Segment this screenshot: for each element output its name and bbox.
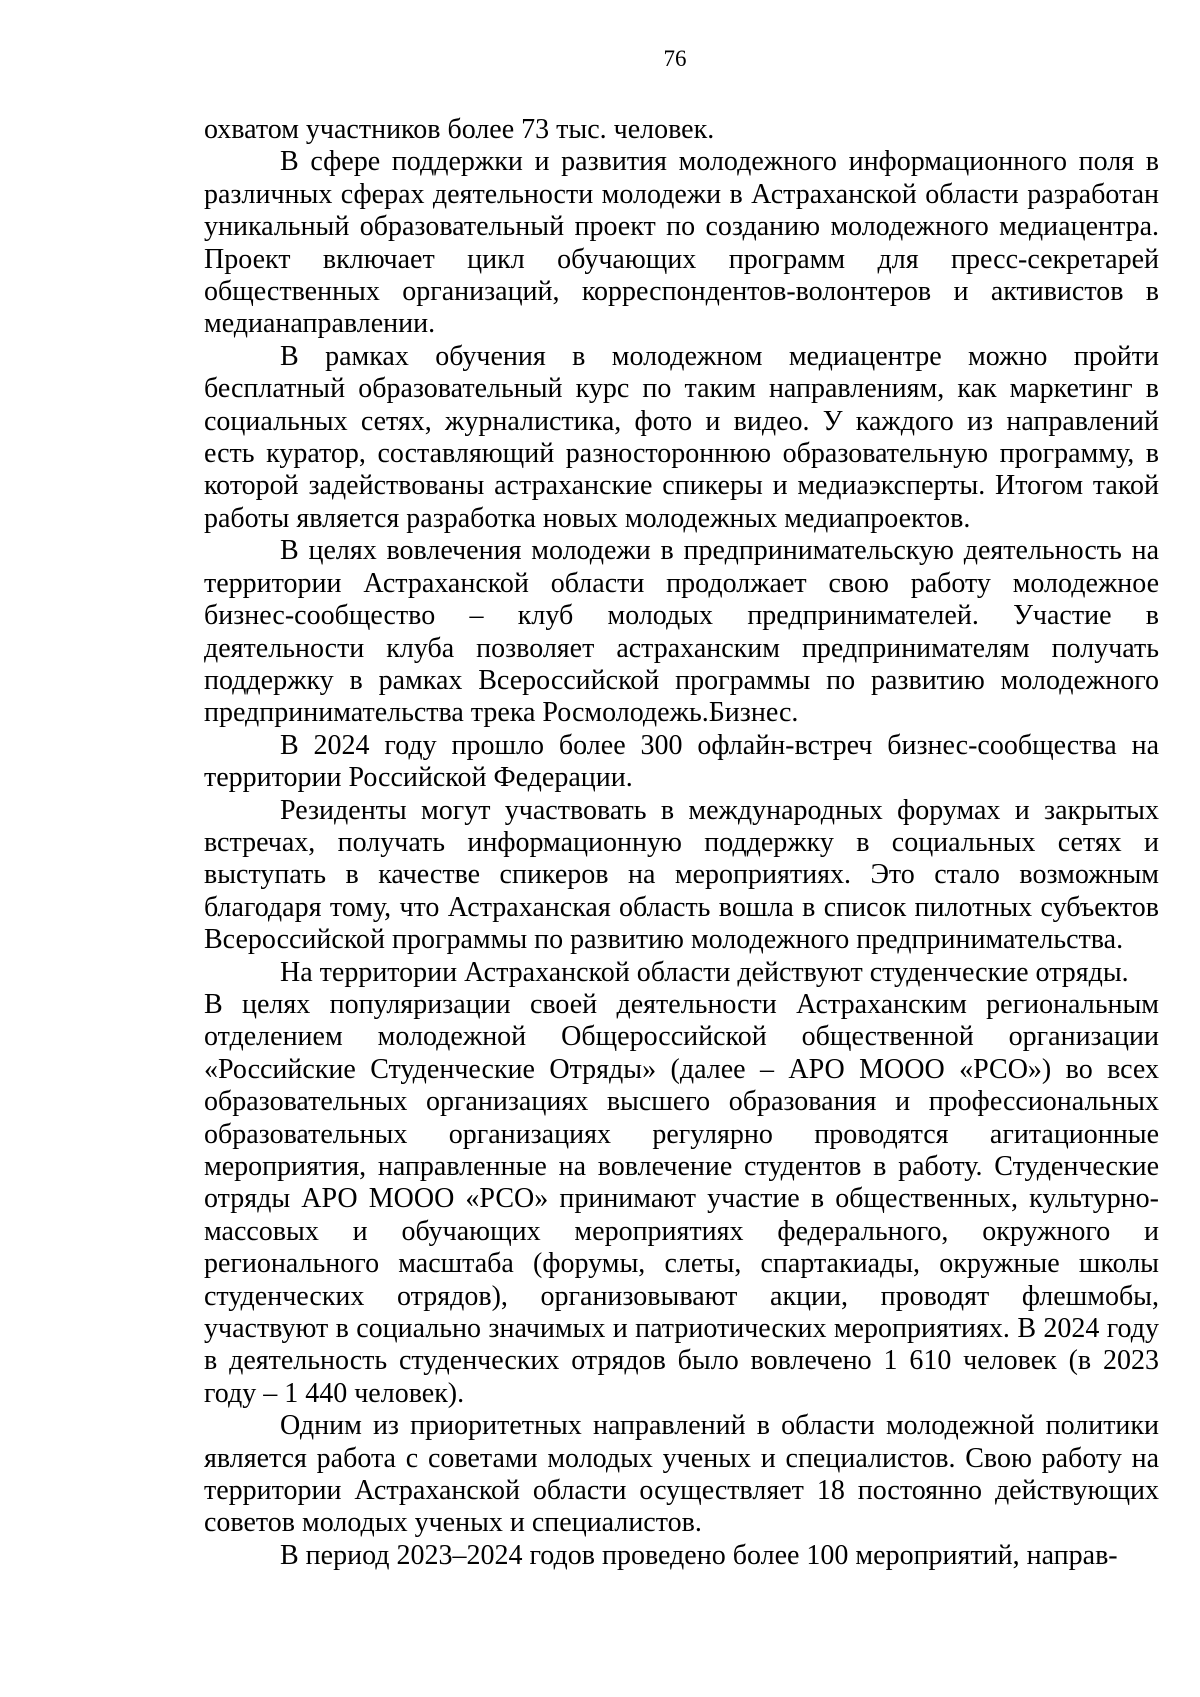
paragraph-training-course: В рамках обучения в молодежном медиацентре можно пройти бесплатный образовательный курс по таким направлениям, как маркетинг в социальных сетях, журналистика, фото и видео. У каждого из направлений есть куратор, составляющий разностороннюю образовательную программу, в которой задействованы астраханские спикеры и медиаэксперты. Итогом такой работы является разработка новых молодежных медиапроектов. (204, 340, 1159, 534)
paragraph-continuation: охватом участников более 73 тыс. человек. (204, 114, 715, 145)
paragraph-young-scientists: Одним из приоритетных направлений в области молодежной политики является работа с советами молодых ученых и специалистов. Свою работу на территории Астраханской области осуществляет 18 постоянно действующих советов молодых ученых и специалистов. (204, 1410, 1159, 1539)
paragraph-business-community: В целях вовлечения молодежи в предпринимательскую деятельность на территории Астраханской области продолжает свою работу молодежное бизнес-сообщество – клуб молодых предпринимателей. Участие в деятельности клуба позволяет астраханским предпринимателям получать поддержку в рамках Всероссийской программы по развитию молодежного предпринимательства трека Росмолодежь.Бизнес. (204, 535, 1159, 729)
paragraph-offline-meetings: В 2024 году прошло более 300 офлайн-встреч бизнес-сообщества на территории Российской Федерации. (204, 729, 1159, 794)
body-text (204, 114, 1159, 1572)
paragraph-events: В период 2023–2024 годов проведено более 100 мероприятий, направ- (280, 1539, 1118, 1571)
paragraph-residents: Резиденты могут участвовать в международных форумах и закрытых встречах, получать информационную поддержку в социальных сетях и выступать в качестве спикеров на мероприятиях. Это стало возможным благодаря тому, что Астраханская область вошла в список пилотных субъектов Всероссийской программы по развитию молодежного предпринимательства. (204, 794, 1159, 956)
page-number: 76 (663, 46, 687, 71)
paragraph-media-center: В сфере поддержки и развития молодежного информационного поля в различных сферах деятельности молодежи в Астраханской области разработан уникальный образовательный проект по созданию молодежного медиацентра. Проект включает цикл обучающих программ для пресс-секретарей общественных организаций, корреспондентов-волонтеров и активистов в медианаправлении. (204, 146, 1159, 340)
paragraph-student-teams-activity: В целях популяризации своей деятельности Астраханским региональным отделением молодежной Общероссийской общественной организации «Российские Студенческие Отряды» (далее – АРО МООО «РСО») во всех образовательных организациях высшего образования и профессиональных образовательных организациях регулярно проводятся агитационные мероприятия, направленные на вовлечение студентов в работу. Студенческие отряды АРО МООО «РСО» принимают участие в общественных, культурно-массовых и обучающих мероприятиях федерального, окружного и регионального масштаба (форумы, слеты, спартакиады, окружные школы студенческих отрядов), организовывают акции, проводят флешмобы, участвуют в социально значимых и патриотических мероприятиях. В 2024 году в деятельность студенческих отрядов было вовлечено 1 610 человек (в 2023 году – 1 440 человек). (204, 988, 1159, 1409)
paragraph-student-teams: На территории Астраханской области действуют студенческие отряды. (280, 956, 1129, 988)
